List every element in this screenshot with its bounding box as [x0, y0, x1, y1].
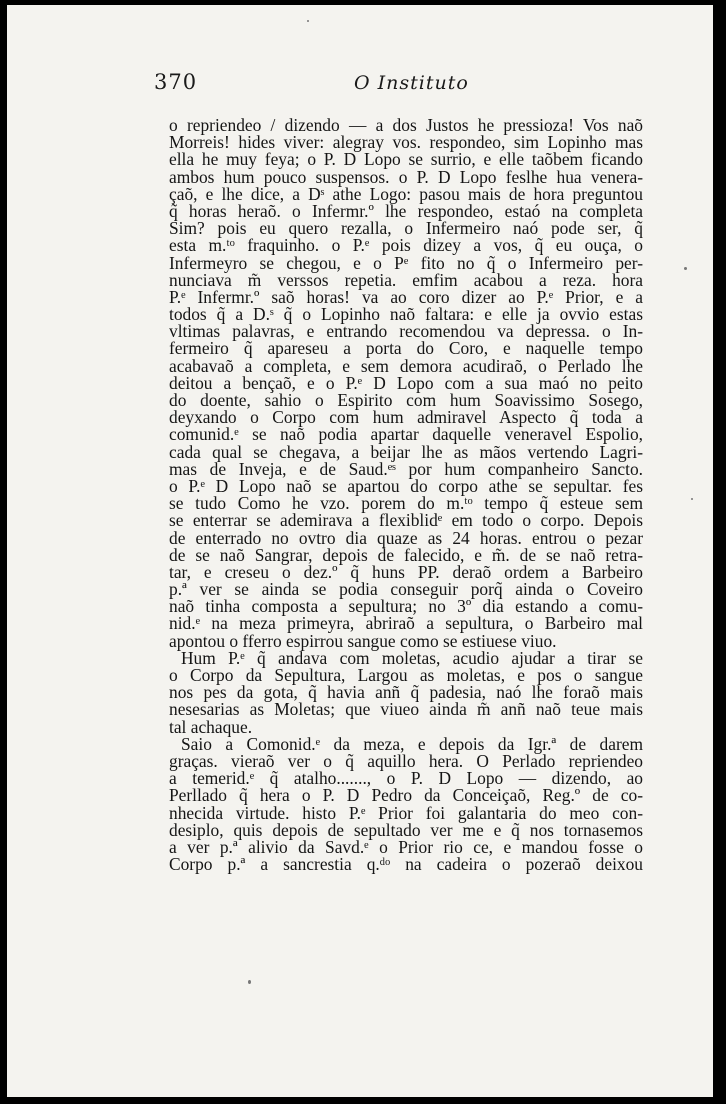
text-line: o repriendeo / dizendo — a dos Justos he pressioza! Vos naõ: [169, 115, 643, 135]
paper-speck: [248, 980, 251, 984]
text-line: nesesarias as Moletas; que viueo ainda m̃ anñ naõ teue mais: [169, 699, 643, 720]
paper-speck: [684, 267, 687, 270]
page-number: 370: [154, 70, 198, 94]
text-line: a temerid.ᵉ q̃ atalho......., o P. D Lopo — dizendo, ao: [169, 768, 643, 789]
text-line: Hum P.ᵉ q̃ andava com moletas, acudio ajudar a tirar se: [181, 647, 643, 668]
text-line: Corpo p.ª a sancrestia q.ᵈᵒ na cadeira o pozeraõ deixou: [169, 854, 643, 875]
paper-speck: [691, 498, 693, 500]
text-line: se tudo Como he vzo. porem do m.ᵗᵒ tempo q̃ esteue sem: [169, 493, 643, 514]
text-line: de se naõ Sangrar, depois de falecido, e m̃. de se naõ retra-: [169, 544, 643, 565]
text-line: acabavaõ a completa, e sem demora acudiraõ, o Perlado lhe: [169, 355, 643, 376]
text-line: q̃ horas heraõ. o Infermr.º lhe respondeo, estaó na completa: [169, 200, 643, 221]
text-line: Infermeyro se chegou, e o Pᵉ fito no q̃ o Infermeiro per-: [169, 252, 643, 273]
text-line: mas de Inveja, e de Saud.ᵉˢ por hum companheiro Sancto.: [169, 458, 643, 479]
text-line: ambos hum pouco suspensos. o P. D Lopo feslhe hua venera-: [169, 166, 643, 187]
text-line: P.ᵉ Infermr.º saõ horas! va ao coro dizer ao P.ᵉ Prior, e a: [169, 286, 643, 307]
paper-speck: [307, 20, 309, 22]
text-line: vltimas palavras, e entrando recomendou va depressa. o In-: [169, 321, 643, 342]
text-line: do doente, sahio o Espirito com hum Soavissimo Sosego,: [169, 390, 643, 410]
text-line: p.ª ver se ainda se podia conseguir porq̃ ainda o Coveiro: [169, 579, 643, 600]
body-text: [169, 117, 643, 873]
text-line: graças. vieraõ ver o q̃ aquillo hera. O Perlado repriendeo: [169, 750, 643, 771]
text-line: Sim? pois eu quero rezalla, o Infermeiro naó pode ser, q̃: [169, 218, 643, 239]
text-line: se enterrar se ademirava a flexiblidᵉ em todo o corpo. Depois: [169, 510, 643, 531]
text-line: nos pes da gota, q̃ havia anñ q̃ padesia, naó lhe foraõ mais: [169, 682, 643, 703]
text-line: Saio a Comonid.ᵉ da meza, e depois da Igr.ª de darem: [181, 733, 643, 754]
text-line: tar, e creseu o dez.º q̃ huns PP. deraõ ordem a Barbeiro: [169, 561, 643, 582]
text-line: esta m.ᵗᵒ fraquinho. o P.ᵉ pois dizey a vos, q̃ eu ouça, o: [169, 235, 643, 256]
text-line: desiplo, quis depois de sepultado ver me e q̃ nos tornasemos: [169, 819, 643, 840]
text-line: Perllado q̃ hera o P. D Pedro da Conceiçaõ, Reg.º de co-: [169, 785, 643, 806]
text-line: o Corpo da Sepultura, Largou as moletas, e pos o sangue: [169, 665, 643, 685]
text-line: ella he muy feya; o P. D Lopo se surrio, e elle taõbem ficando: [169, 149, 643, 170]
text-line: çaõ, e lhe dice, a Dˢ athe Logo: pasou mais de hora preguntou: [169, 183, 643, 204]
text-line: nunciava m̃ verssos repetia. emfim acabou a reza. hora: [169, 269, 643, 290]
text-line: deyxando o Corpo com hum admiravel Aspecto q̃ toda a: [169, 407, 643, 428]
text-line: Morreis! hides viver: alegray vos. respondeo, sim Lopinho mas: [169, 132, 643, 153]
text-line: comunid.ᵉ se naõ podia apartar daquelle veneravel Espolio,: [169, 424, 643, 445]
book-page: [7, 5, 713, 1097]
text-line: fermeiro q̃ apareseu a porta do Coro, e naquelle tempo: [169, 338, 643, 359]
text-line: deitou a bençaõ, e o P.ᵉ D Lopo com a sua maó no peito: [169, 372, 643, 393]
text-line: cada qual se chegava, a beijar lhe as mãos vertendo Lagri-: [169, 441, 643, 462]
text-line: de enterrado no ovtro dia quaze as 24 horas. entrou o pezar: [169, 527, 643, 548]
text-line: apontou o fferro espirrou sangue como se estiuese viuo.: [169, 630, 557, 651]
text-line: naõ tinha composta a sepultura; no 3º dia estando a comu-: [169, 596, 643, 617]
text-line: a ver p.ª alivio da Savd.ᵉ o Prior rio ce, e mandou fosse o: [169, 836, 643, 857]
text-line: o P.ᵉ D Lopo naõ se apartou do corpo athe se sepultar. fes: [169, 475, 643, 496]
text-line: todos q̃ a D.ˢ q̃ o Lopinho naõ faltara: e elle ja ovvio estas: [169, 304, 643, 325]
text-line: nid.ᵉ na meza primeyra, abriraõ a sepultura, o Barbeiro mal: [169, 613, 643, 634]
text-line: nhecida virtude. histo P.ᵉ Prior foi galantaria do meo con-: [169, 802, 643, 823]
page-header: [154, 70, 644, 102]
text-line: tal achaque.: [169, 716, 253, 737]
running-title: O Instituto: [354, 72, 469, 94]
